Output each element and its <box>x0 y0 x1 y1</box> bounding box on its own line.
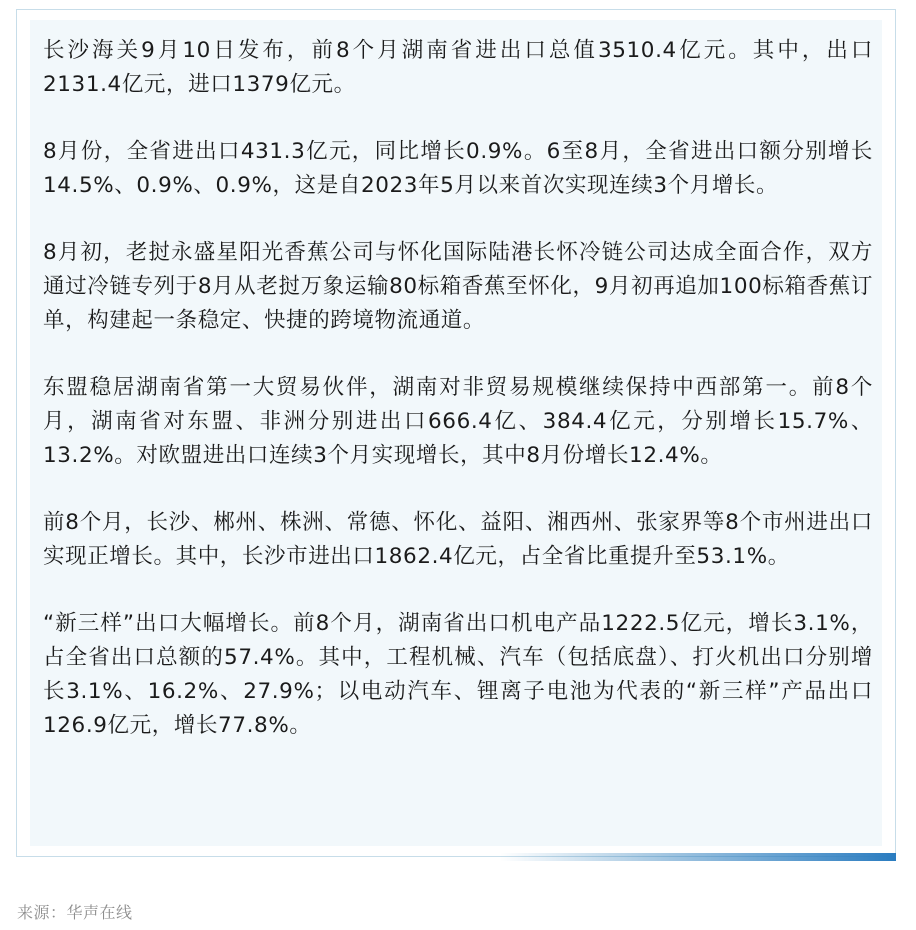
article-paragraph-3: 8月初，老挝永盛星阳光香蕉公司与怀化国际陆港长怀冷链公司达成全面合作，双方通过冷链专列于8月从老挝万象运输80标箱香蕉至怀化，9月初再追加100标箱香蕉订单，构建起一条稳定、快捷的跨境物流通道。 <box>43 240 873 333</box>
source-credit: 来源：华声在线 <box>17 903 133 922</box>
accent-bar <box>500 853 896 861</box>
article-paragraph-5: 前8个月，长沙、郴州、株洲、常德、怀化、益阳、湘西州、张家界等8个市州进出口实现正增长。其中，长沙市进出口1862.4亿元，占全省比重提升至53.1%。 <box>43 510 873 569</box>
article-paragraph-6: “新三样”出口大幅增长。前8个月，湖南省出口机电产品1222.5亿元，增长3.1%，占全省出口总额的57.4%。其中，工程机械、汽车（包括底盘）、打火机出口分别增长3.1%、16.2%、27.9%；以电动汽车、锂离子电池为代表的“新三样”产品出口126.9亿元，增长77.8%。 <box>43 611 873 738</box>
article-paragraph-2: 8月份，全省进出口431.3亿元，同比增长0.9%。6至8月，全省进出口额分别增长14.5%、0.9%、0.9%，这是自2023年5月以来首次实现连续3个月增长。 <box>43 139 873 198</box>
article-paragraph-1: 长沙海关9月10日发布，前8个月湖南省进出口总值3510.4亿元。其中，出口2131.4亿元，进口1379亿元。 <box>43 38 873 97</box>
article-paragraph-4: 东盟稳居湖南省第一大贸易伙伴，湖南对非贸易规模继续保持中西部第一。前8个月，湖南省对东盟、非洲分别进出口666.4亿、384.4亿元，分别增长15.7%、13.2%。对欧盟进出口连续3个月实现增长，其中8月份增长12.4%。 <box>43 375 873 468</box>
article-body <box>43 34 873 776</box>
